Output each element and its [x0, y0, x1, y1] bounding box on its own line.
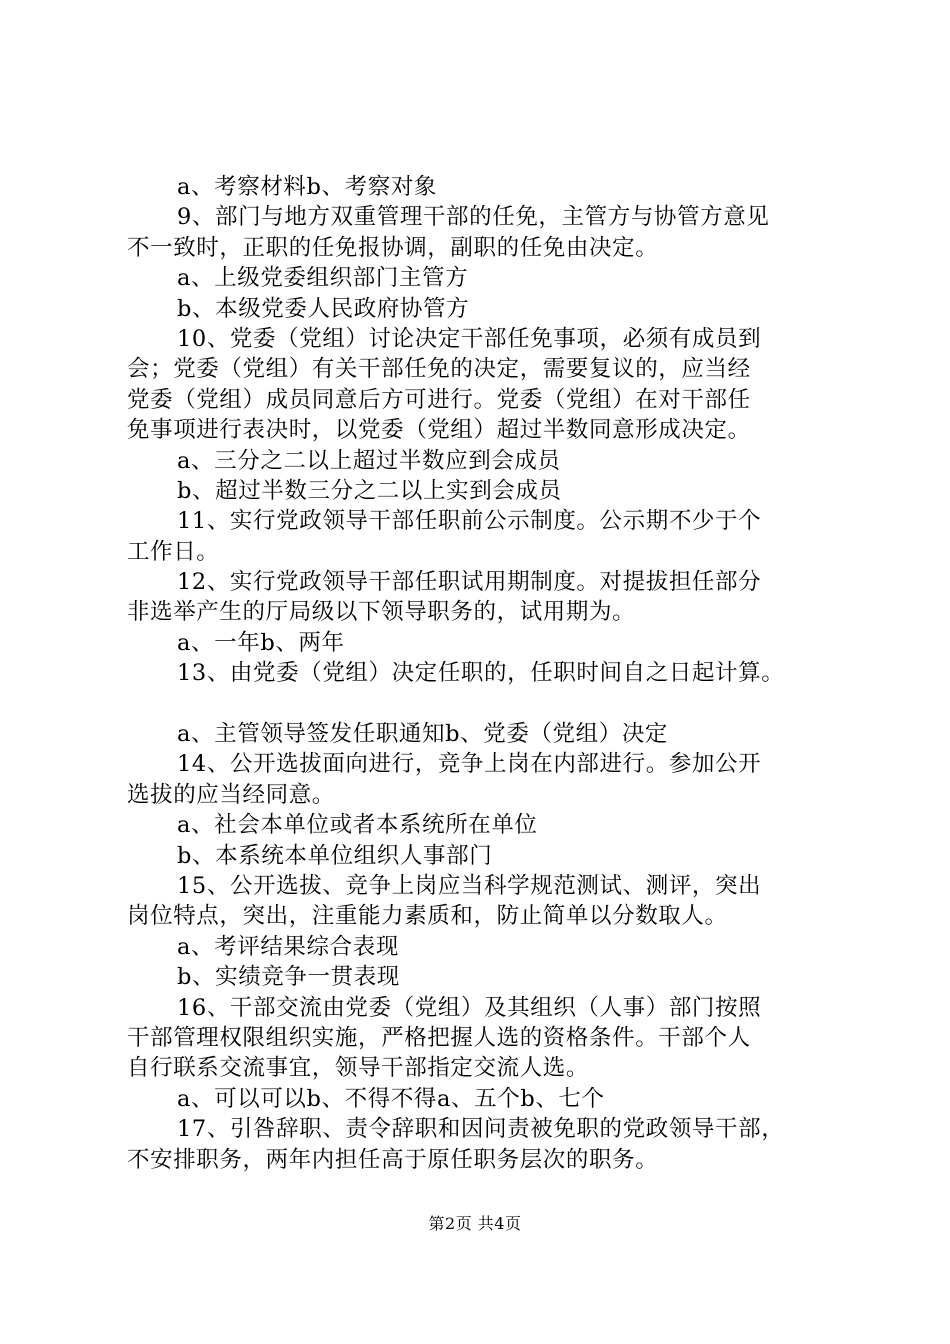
option-line: b、本级党委人民政府协管方	[177, 295, 470, 322]
option-line: b、实绩竞争一贯表现	[177, 964, 400, 991]
question-12-line: 12、实行党政领导干部任职试用期制度。对提拔担任部分	[177, 569, 762, 596]
option-line: b、超过半数三分之二以上实到会成员	[177, 477, 562, 504]
question-17-line: 17、引咎辞职、责令辞职和因问责被免职的党政领导干部，	[177, 1116, 785, 1143]
option-line: a、一年b、两年	[177, 629, 345, 656]
option-line: b、本系统本单位组织人事部门	[177, 842, 493, 869]
question-16-continuation: 自行联系交流事宜，领导干部指定交流人选。	[127, 1055, 590, 1082]
question-9-continuation: 不一致时，正职的任免报协调，副职的任免由决定。	[127, 234, 659, 261]
question-16-line: 16、干部交流由党委（党组）及其组织（人事）部门按照	[177, 994, 762, 1021]
question-14-line: 14、公开选拔面向进行，竞争上岗在内部进行。参加公开	[177, 751, 762, 778]
blank-line	[127, 689, 847, 719]
question-17-continuation: 不安排职务，两年内担任高于原任职务层次的职务。	[127, 1146, 659, 1173]
question-11-line: 11、实行党政领导干部任职前公示制度。公示期不少于个	[177, 508, 762, 535]
option-line: a、三分之二以上超过半数应到会成员	[177, 447, 561, 474]
question-10-continuation: 党委（党组）成员同意后方可进行。党委（党组）在对干部任	[127, 386, 751, 413]
question-16-continuation: 干部管理权限组织实施，严格把握人选的资格条件。干部个人	[127, 1024, 751, 1051]
question-12-continuation: 非选举产生的厅局级以下领导职务的，试用期为。	[127, 599, 636, 626]
question-11-continuation: 工作日。	[127, 538, 220, 565]
option-line: a、主管领导签发任职通知b、党委（党组）决定	[177, 721, 669, 748]
page-number-footer: 第2页 共4页	[428, 1214, 522, 1233]
option-line: a、社会本单位或者本系统所在单位	[177, 812, 538, 839]
option-line: a、考察材料b、考察对象	[177, 174, 438, 200]
question-10-continuation: 免事项进行表决时，以党委（党组）超过半数同意形成决定。	[127, 417, 751, 444]
option-line: a、考评结果综合表现	[177, 933, 399, 960]
document-body	[127, 172, 847, 1175]
question-10-continuation: 会；党委（党组）有关干部任免的决定，需要复议的，应当经	[127, 356, 751, 383]
option-line: a、上级党委组织部门主管方	[177, 265, 469, 292]
question-9-line: 9、部门与地方双重管理干部的任免，主管方与协管方意见	[177, 204, 770, 231]
question-15-continuation: 岗位特点，突出，注重能力素质和，防止简单以分数取人。	[127, 903, 728, 930]
option-line: a、可以可以b、不得不得a、五个b、七个	[177, 1085, 605, 1112]
question-15-line: 15、公开选拔、竞争上岗应当科学规范测试、测评，突出	[177, 872, 762, 899]
question-13-line: 13、由党委（党组）决定任职的，任职时间自之日起计算。	[177, 660, 785, 687]
question-10-line: 10、党委（党组）讨论决定干部任免事项，必须有成员到	[177, 325, 762, 352]
question-14-continuation: 选拔的应当经同意。	[127, 781, 335, 808]
